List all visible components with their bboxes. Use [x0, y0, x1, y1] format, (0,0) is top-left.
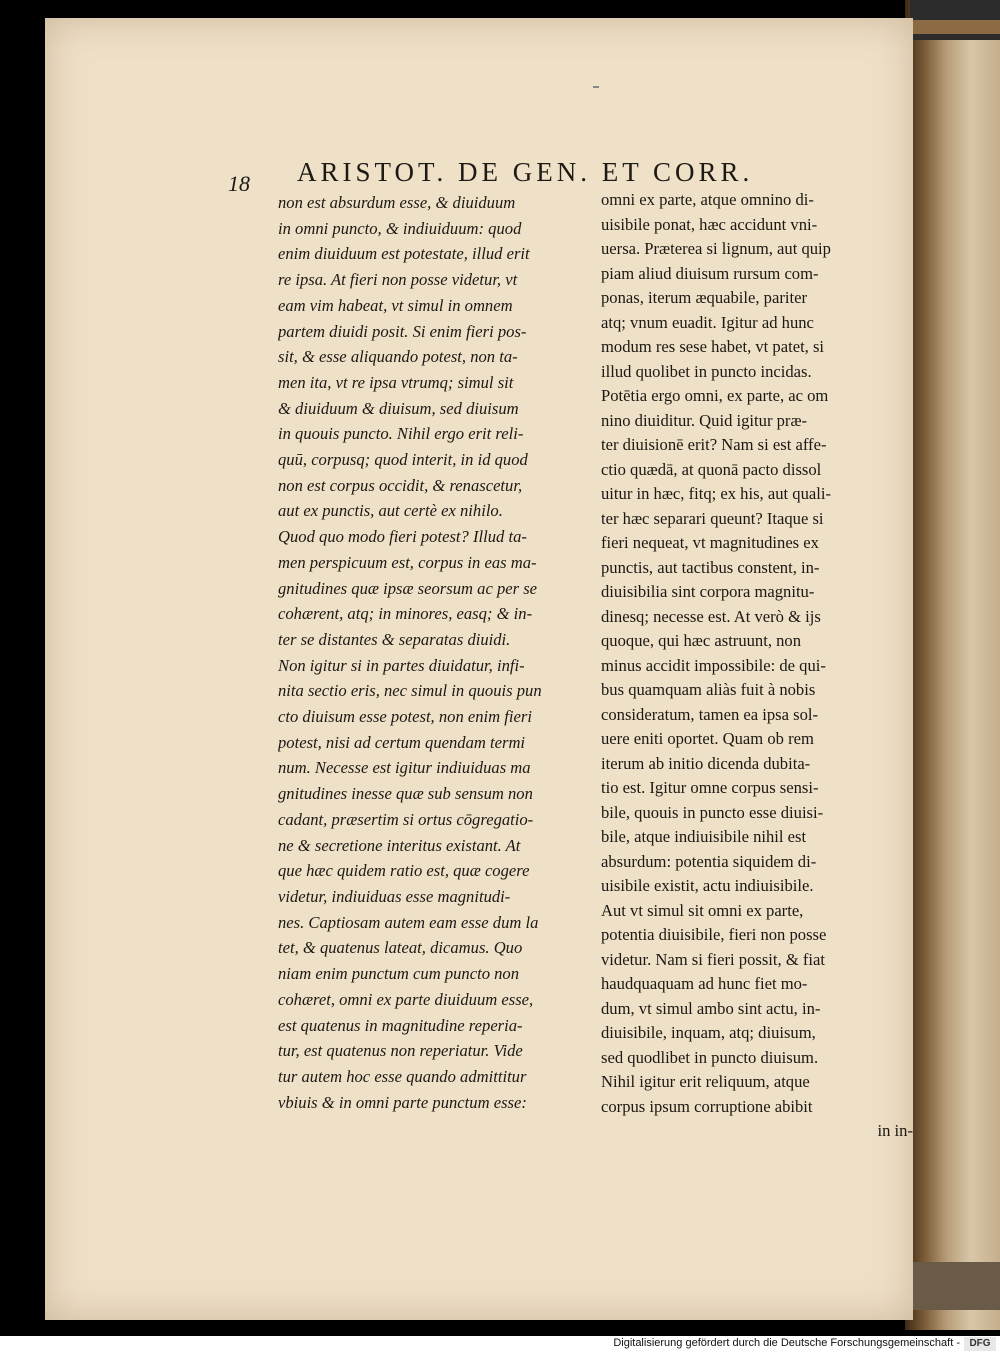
text-line: iterum ab initio dicenda dubita- [601, 753, 811, 773]
text-line: videtur. Nam si fieri possit, & fiat [601, 949, 825, 969]
text-line: bile, quouis in puncto esse diuisi- [601, 802, 824, 822]
text-line: cohærent, atq; in minores, easq; & in- [278, 604, 533, 624]
text-line: tio est. Igitur omne corpus sensi- [601, 778, 819, 797]
text-line: tur autem hoc esse quando admittitur [278, 1066, 527, 1086]
text-line: sed quodlibet in puncto diuisum. [601, 1047, 819, 1067]
text-line: dinesq; necesse est. At verò & ijs [601, 606, 821, 626]
right-text-column [601, 188, 919, 1144]
text-line: & diuiduum & diuisum, sed diuisum [278, 398, 519, 418]
text-line: bus quamquam aliàs fuit à nobis [601, 680, 816, 699]
text-line: men ita, vt re ipsa vtrumq; simul sit [278, 372, 514, 392]
page-number: 18 [228, 171, 250, 196]
footer-bar [0, 1336, 1000, 1353]
text-line: nino diuiditur. Quid igitur præ- [601, 410, 808, 430]
book-edge [905, 0, 1000, 1330]
text-line: gnitudines quæ ipsæ seorsum ac per se [278, 578, 538, 598]
text-line: illud quolibet in puncto incidas. [601, 361, 812, 381]
text-line: enim diuiduum est potestate, illud erit [278, 244, 530, 264]
text-line: in omni puncto, & indiuiduum: quod [278, 218, 522, 238]
text-line: uitur in hæc, fitq; ex his, aut quali- [601, 484, 831, 503]
text-line: in quouis puncto. Nihil ergo erit reli- [278, 424, 524, 444]
text-line: videtur, indiuiduas esse magnitudi- [278, 886, 511, 906]
text-line: absurdum: potentia siquidem di- [601, 851, 817, 871]
text-line: uisibile ponat, hæc accidunt vni- [601, 214, 818, 234]
text-line: Non igitur si in partes diuidatur, infi- [278, 655, 525, 675]
text-line: nita sectio eris, nec simul in quouis pun [278, 681, 542, 701]
text-line: cohæret, omni ex parte diuiduum esse, [278, 989, 534, 1009]
text-line: ctio quædā, at quonā pacto dissol [601, 459, 822, 479]
text-line: nes. Captiosam autem eam esse dum la [278, 912, 539, 932]
text-line: tet, & quatenus lateat, dicamus. Quo [278, 938, 523, 958]
text-line: ne & secretione interitus existant. At [278, 835, 521, 855]
dfg-logo: DFG [964, 1337, 996, 1351]
text-line: Potētia ergo omni, ex parte, ac om [601, 386, 829, 405]
text-line: Quod quo modo fieri potest? Illud ta- [278, 527, 527, 547]
text-line: Nihil igitur erit reliquum, atque [601, 1072, 810, 1091]
text-line: punctis, aut tactibus constent, in- [601, 557, 820, 577]
left-text-column [278, 190, 596, 1115]
text-line: corpus ipsum corruptione abibit [601, 1096, 813, 1116]
text-line: bile, atque indiuisibile nihil est [601, 827, 807, 846]
text-line: men perspicuum est, corpus in eas ma- [278, 552, 537, 572]
text-line: Aut vt simul sit omni ex parte, [601, 900, 804, 920]
text-line: diuisibile, inquam, atq; diuisum, [601, 1023, 816, 1042]
text-line: que hæc quidem ratio est, quæ cogere [278, 861, 530, 881]
running-title [227, 157, 907, 187]
text-line: potentia diuisibile, fieri non posse [601, 925, 827, 944]
text-line: ter hæc separari queunt? Itaque si [601, 508, 824, 528]
text-line: atq; vnum euadit. Igitur ad hunc [601, 312, 814, 332]
text-line: quoque, qui hæc astruunt, non [601, 631, 802, 650]
text-line: uere eniti oportet. Quam ob rem [601, 729, 814, 748]
text-line: re ipsa. At fieri non posse videtur, vt [278, 270, 518, 290]
text-line: num. Necesse est igitur indiuiduas ma [278, 758, 531, 778]
text-line: potest, nisi ad certum quendam termi [278, 732, 526, 752]
text-line: in in- [877, 1121, 913, 1140]
text-line: sit, & esse aliquando potest, non ta- [278, 347, 518, 367]
text-line: fieri nequeat, vt magnitudines ex [601, 533, 819, 552]
funding-credit: Digitalisierung gefördert durch die Deutsche Forschungsgemeinschaft - [613, 1337, 960, 1349]
text-line: uersa. Præterea si lignum, aut quip [601, 239, 831, 258]
text-line: non est absurdum esse, & diuiduum [278, 193, 516, 212]
text-line: consideratum, tamen ea ipsa sol- [601, 704, 819, 724]
text-line: minus accidit impossibile: de qui- [601, 655, 826, 675]
text-line: ponas, iterum æquabile, pariter [601, 288, 807, 307]
text-line: ter se distantes & separatas diuidi. [278, 629, 511, 649]
book-edge-top-band [912, 20, 1000, 34]
text-line: vbiuis & in omni parte punctum esse: [278, 1092, 527, 1112]
text-line: est quatenus in magnitudine reperia- [278, 1015, 523, 1035]
text-line: cto diuisum esse potest, non enim fieri [278, 707, 532, 727]
text-line: omni ex parte, atque omnino di- [601, 190, 814, 209]
text-line: quū, corpusq; quod interit, in id quod [278, 450, 528, 470]
text-line: non est corpus occidit, & renascetur, [278, 475, 523, 495]
book-edge-bottom [905, 1262, 1000, 1310]
running-title-text: ARISTOT. DE GEN. ET CORR. [297, 157, 754, 187]
text-line: diuisibilia sint corpora magnitu- [601, 582, 815, 601]
text-line: dum, vt simul ambo sint actu, in- [601, 998, 821, 1018]
text-line: cadant, præsertim si ortus cōgregatio- [278, 809, 534, 829]
text-line: tur, est quatenus non reperiatur. Vide [278, 1041, 523, 1061]
text-line: uisibile existit, actu indiuisibile. [601, 876, 814, 895]
text-line: partem diuidi posit. Si enim fieri pos- [278, 321, 527, 341]
text-line: piam aliud diuisum rursum com- [601, 263, 819, 283]
text-line: gnitudines inesse quæ sub sensum non [278, 784, 533, 804]
text-line: haudquaquam ad hunc fiet mo- [601, 974, 808, 993]
text-line: ter diuisionē erit? Nam si est affe- [601, 435, 827, 454]
text-line: aut ex punctis, aut certè ex nihilo. [278, 501, 503, 521]
text-line: niam enim punctum cum puncto non [278, 964, 520, 984]
page-mark [593, 86, 599, 88]
text-line: eam vim habeat, vt simul in omnem [278, 295, 513, 315]
text-line: modum res sese habet, vt patet, si [601, 337, 825, 356]
